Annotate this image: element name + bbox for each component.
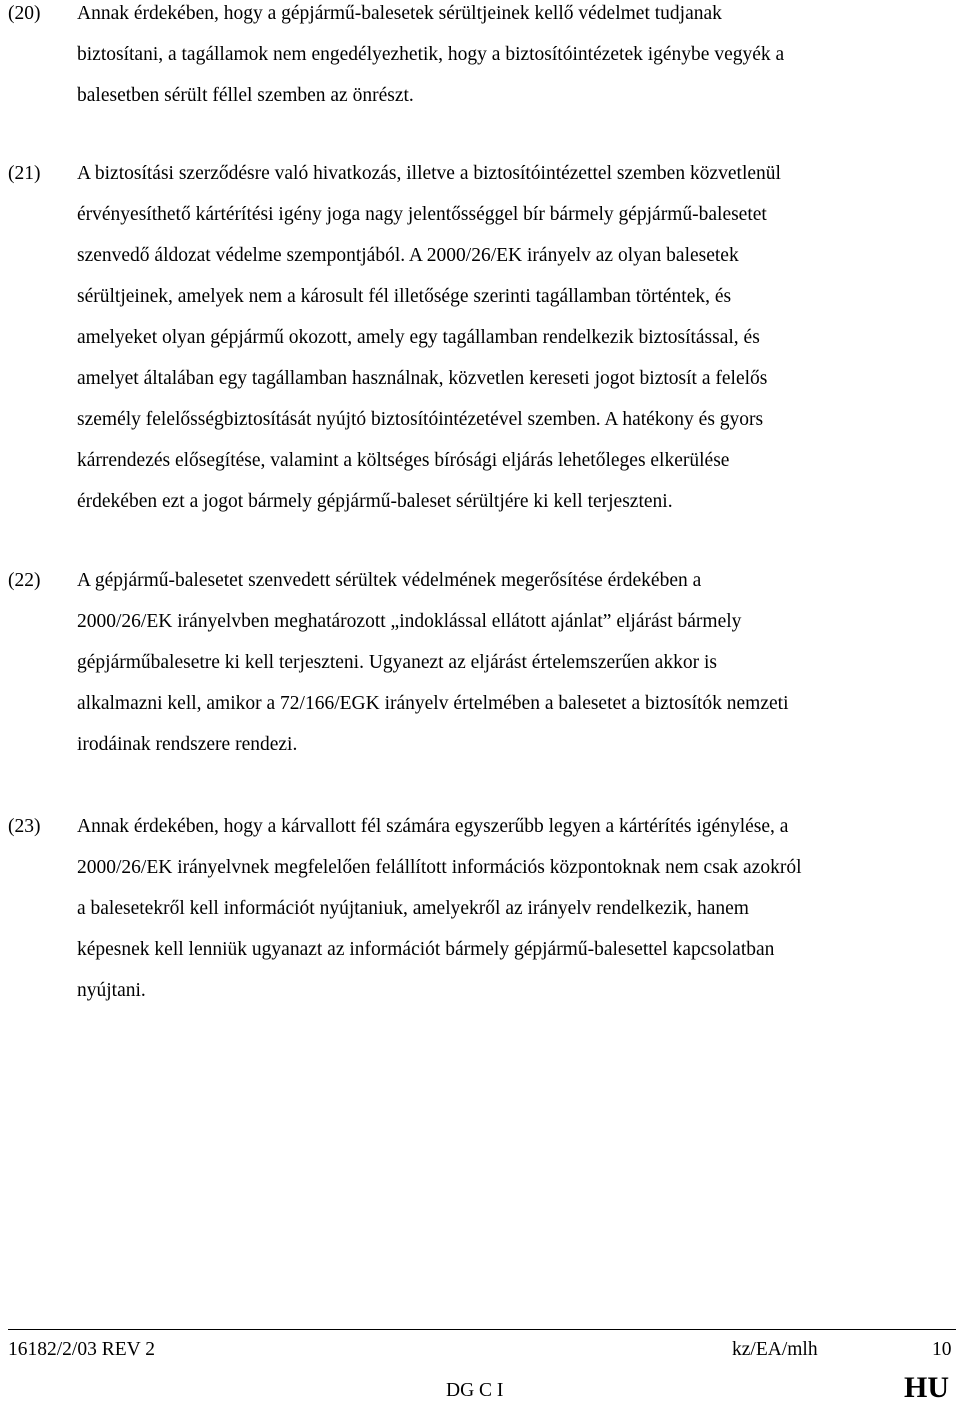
- text-line: érdekében ezt a jogot bármely gépjármű-baleset sérültjére ki kell terjeszteni.: [77, 491, 673, 512]
- text-line: gépjárműbalesetre ki kell terjeszteni. Ugyanezt az eljárást értelemszerűen akkor is: [77, 652, 717, 673]
- recital-text: [77, 0, 937, 116]
- text-line: biztosítani, a tagállamok nem engedélyezhetik, hogy a biztosítóintézetek igénybe vegyék a: [77, 44, 785, 65]
- recital-number: (20): [8, 3, 41, 24]
- author-initials: kz/EA/mlh: [732, 1339, 818, 1360]
- recital-text: [77, 153, 937, 522]
- text-line: Annak érdekében, hogy a gépjármű-balesetek sérültjeinek kellő védelmet tudjanak: [77, 3, 722, 24]
- language-code: HU: [904, 1371, 949, 1404]
- text-line: A biztosítási szerződésre való hivatkozás, illetve a biztosítóintézettel szemben közvetlenül: [77, 163, 781, 184]
- text-line: nyújtani.: [77, 980, 146, 1001]
- text-line: balesetben sérült féllel szemben az önrészt.: [77, 85, 414, 106]
- text-line: amelyet általában egy tagállamban használnak, közvetlen kereseti jogot biztosít a felelős: [77, 368, 768, 389]
- text-line: amelyeket olyan gépjármű okozott, amely egy tagállamban rendelkezik biztosítással, és: [77, 327, 760, 348]
- recital-number: (22): [8, 570, 41, 591]
- recital-text: [77, 560, 937, 765]
- recital-text: [77, 806, 937, 1011]
- text-line: 2000/26/EK irányelvnek megfelelően felállított információs központoknak nem csak azokról: [77, 857, 802, 878]
- text-line: 2000/26/EK irányelvben meghatározott „indoklással ellátott ajánlat” eljárást bármely: [77, 611, 742, 632]
- text-line: szenvedő áldozat védelme szempontjából. A 2000/26/EK irányelv az olyan balesetek: [77, 245, 739, 266]
- text-line: sérültjeinek, amelyek nem a károsult fél illetősége szerinti tagállamban történtek, és: [77, 286, 732, 307]
- text-line: irodáinak rendszere rendezi.: [77, 734, 298, 755]
- text-line: személy felelősségbiztosítását nyújtó biztosítóintézetével szemben. A hatékony és gyors: [77, 409, 764, 430]
- text-line: kárrendezés elősegítése, valamint a költséges bírósági eljárás lehetőleges elkerülése: [77, 450, 730, 471]
- text-line: Annak érdekében, hogy a kárvallott fél számára egyszerűbb legyen a kártérítés igénylése, a: [77, 816, 789, 837]
- page-number: 10: [932, 1339, 952, 1360]
- text-line: A gépjármű-balesetet szenvedett sérültek védelmének megerősítése érdekében a: [77, 570, 702, 591]
- text-line: a balesetekről kell információt nyújtaniuk, amelyekről az irányelv rendelkezik, hanem: [77, 898, 749, 919]
- recital-number: (21): [8, 163, 41, 184]
- recital-number: (23): [8, 816, 41, 837]
- footer-divider: [8, 1329, 956, 1330]
- text-line: képesnek kell lenniük ugyanazt az információt bármely gépjármű-balesettel kapcsolatban: [77, 939, 775, 960]
- document-reference: 16182/2/03 REV 2: [8, 1339, 155, 1360]
- text-line: alkalmazni kell, amikor a 72/166/EGK irányelv értelmében a balesetet a biztosítók nemzeti: [77, 693, 789, 714]
- directorate-code: DG C I: [446, 1380, 504, 1401]
- text-line: érvényesíthető kártérítési igény joga nagy jelentősséggel bír bármely gépjármű-balesetet: [77, 204, 767, 225]
